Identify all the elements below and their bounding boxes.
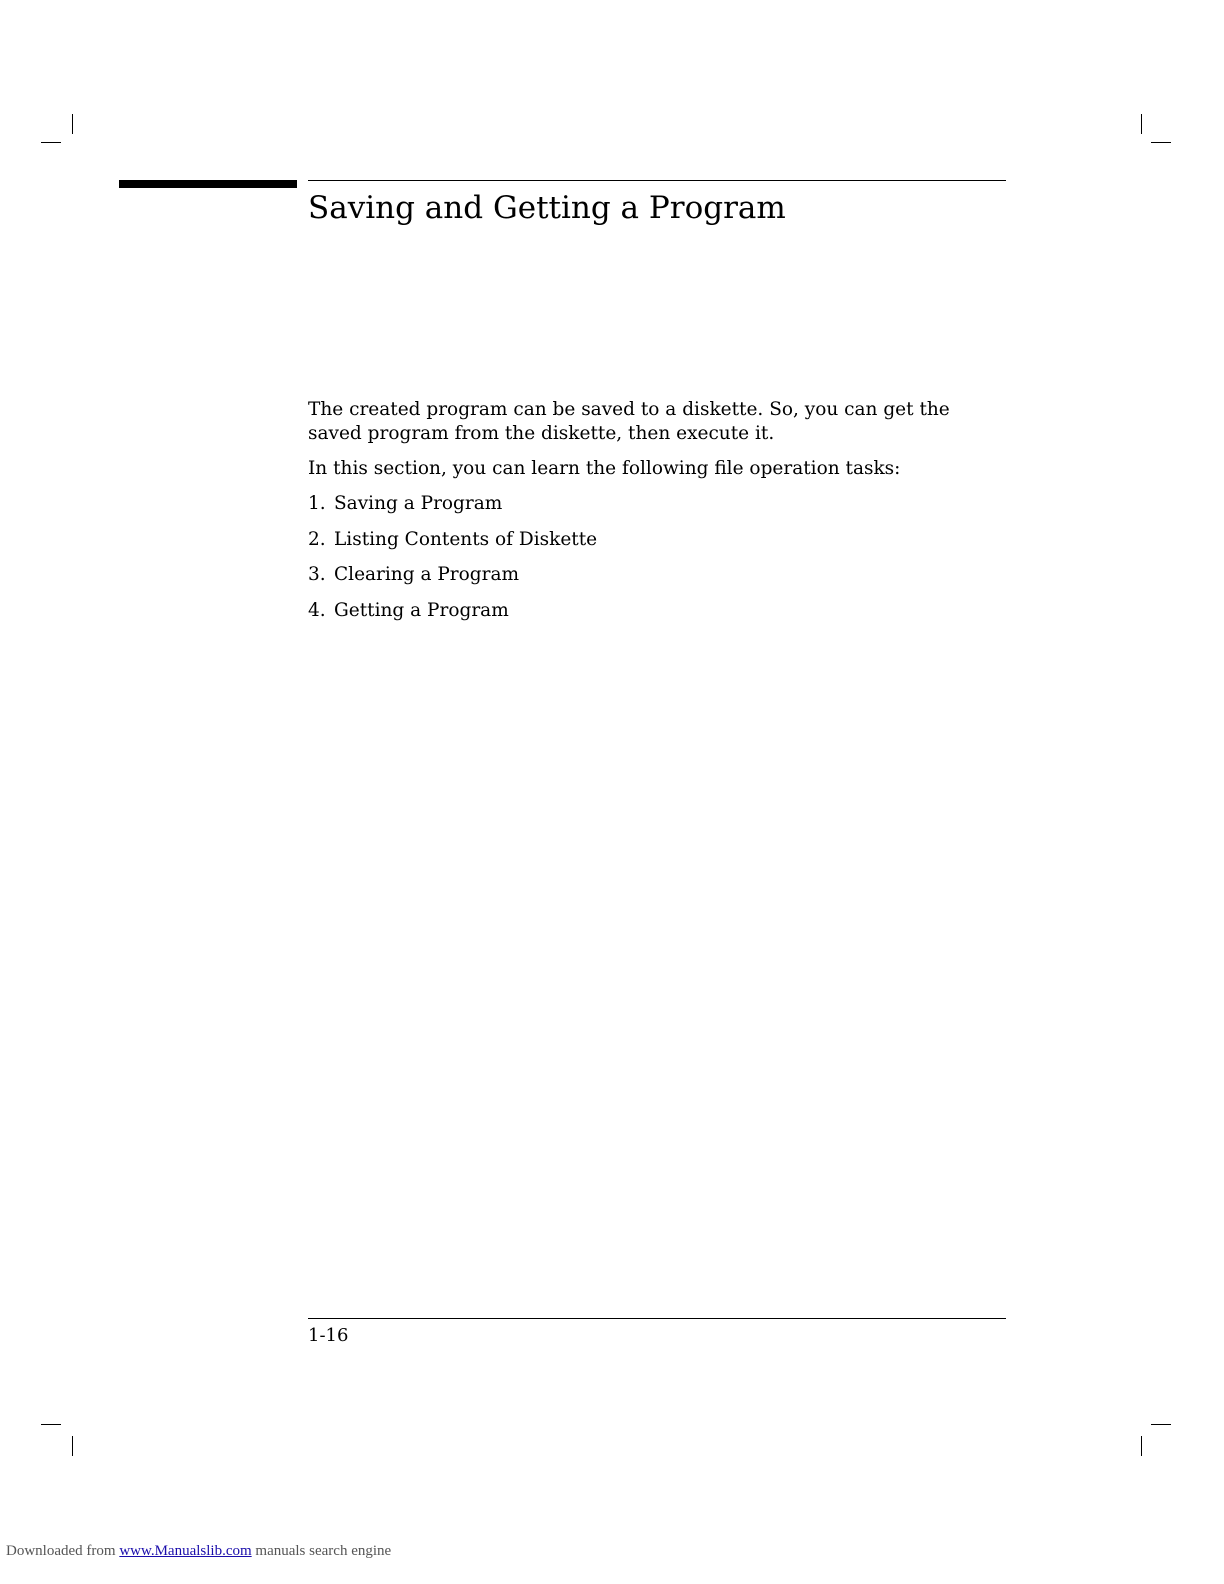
list-item <box>308 599 1006 623</box>
body-text <box>308 398 1006 634</box>
list-item <box>308 528 1006 552</box>
crop-mark <box>72 1436 73 1456</box>
section-rule-thin <box>308 180 1006 181</box>
list-item-label: Clearing a Program <box>334 564 520 585</box>
crop-mark <box>1151 142 1171 143</box>
crop-mark <box>41 142 61 143</box>
download-footer <box>6 1542 391 1560</box>
footer-prefix: Downloaded from <box>6 1543 120 1559</box>
list-item <box>308 492 1006 516</box>
page-number: 1-16 <box>308 1325 349 1346</box>
list-item-number: 3. <box>308 564 326 585</box>
list-item-label: Listing Contents of Diskette <box>334 528 598 550</box>
crop-mark <box>72 114 73 134</box>
list-item-label: Getting a Program <box>334 599 509 621</box>
list-item-number: 2. <box>308 528 326 550</box>
list-item-number: 1. <box>308 493 326 514</box>
footer-rule <box>308 1318 1006 1319</box>
crop-mark <box>1151 1424 1171 1425</box>
crop-mark <box>41 1424 61 1425</box>
page-title: Saving and Getting a Program <box>308 190 786 226</box>
section-rule-thick <box>119 180 297 188</box>
intro-paragraph: In this section, you can learn the following file operation tasks: <box>308 458 901 479</box>
footer-suffix: manuals search engine <box>251 1543 392 1559</box>
crop-mark <box>1141 1436 1142 1456</box>
manualslib-link[interactable]: www.Manualslib.com <box>119 1543 252 1559</box>
intro-paragraph: The created program can be saved to a diskette. So, you can get the saved program from the diskette, then execute it. <box>308 399 950 444</box>
task-list <box>308 492 1006 623</box>
crop-mark <box>1141 114 1142 134</box>
list-item <box>308 563 1006 587</box>
list-item-number: 4. <box>308 599 326 621</box>
list-item-label: Saving a Program <box>334 493 503 514</box>
